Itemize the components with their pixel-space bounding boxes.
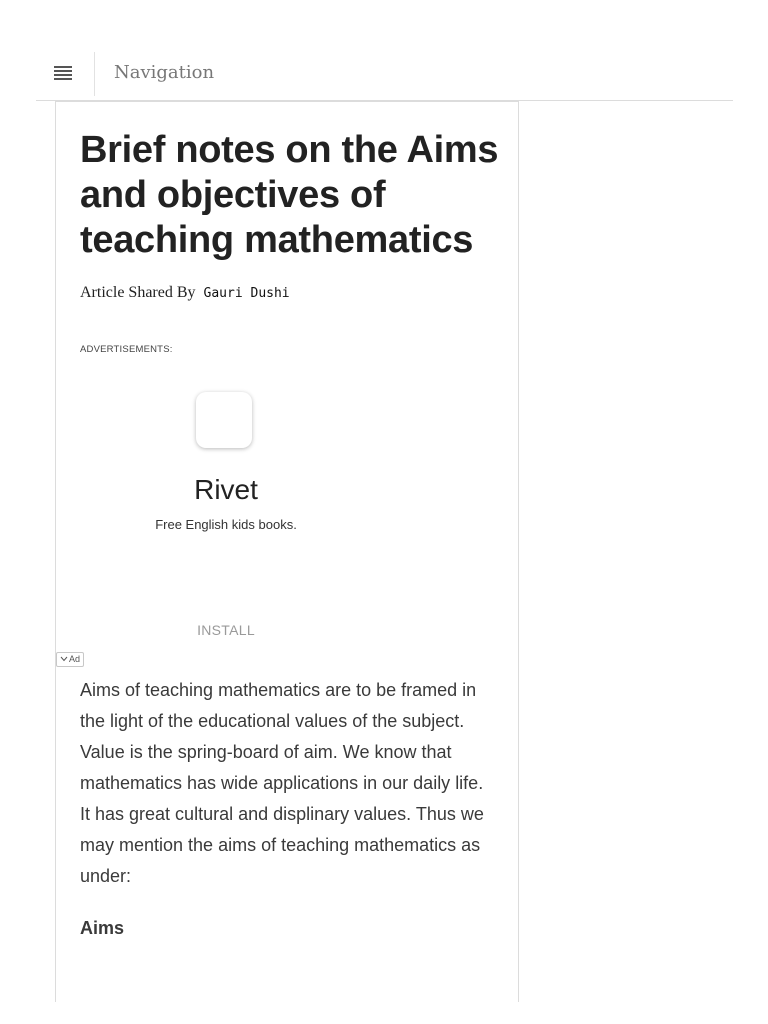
navigation-label[interactable]: Navigation	[114, 62, 215, 83]
byline-prefix: Article Shared By	[80, 284, 196, 301]
section-heading: Aims	[80, 918, 125, 938]
article-title: Brief notes on the Aims and objectives of teaching mathematics	[80, 129, 499, 261]
ad-badge-label: Ad	[69, 654, 81, 664]
top-navigation-bar	[36, 50, 733, 101]
app-icon[interactable]	[196, 392, 252, 448]
install-button[interactable]: INSTALL	[197, 622, 255, 638]
ad-app-name[interactable]: Rivet	[194, 474, 258, 505]
article-card	[55, 101, 519, 1002]
nav-divider	[94, 52, 95, 96]
chevron-down-icon	[60, 653, 68, 666]
author-name[interactable]: Gauri Dushi	[203, 286, 290, 301]
app-install-ad[interactable]	[56, 378, 396, 668]
ad-choices-badge[interactable]	[56, 652, 84, 667]
article-byline	[80, 284, 290, 302]
article-body-paragraph: Aims of teaching mathematics are to be framed in the light of the educational values of the subject. Value is the spring-board of aim. We know that mathematics has wide applications in our daily life. It has great cultural and displinary values. Thus we may mention the aims of teaching mathematics as under:	[80, 680, 484, 886]
hamburger-menu-icon[interactable]	[54, 65, 74, 83]
ad-app-tagline: Free English kids books.	[155, 517, 297, 532]
advertisements-label: ADVERTISEMENTS:	[80, 344, 173, 355]
